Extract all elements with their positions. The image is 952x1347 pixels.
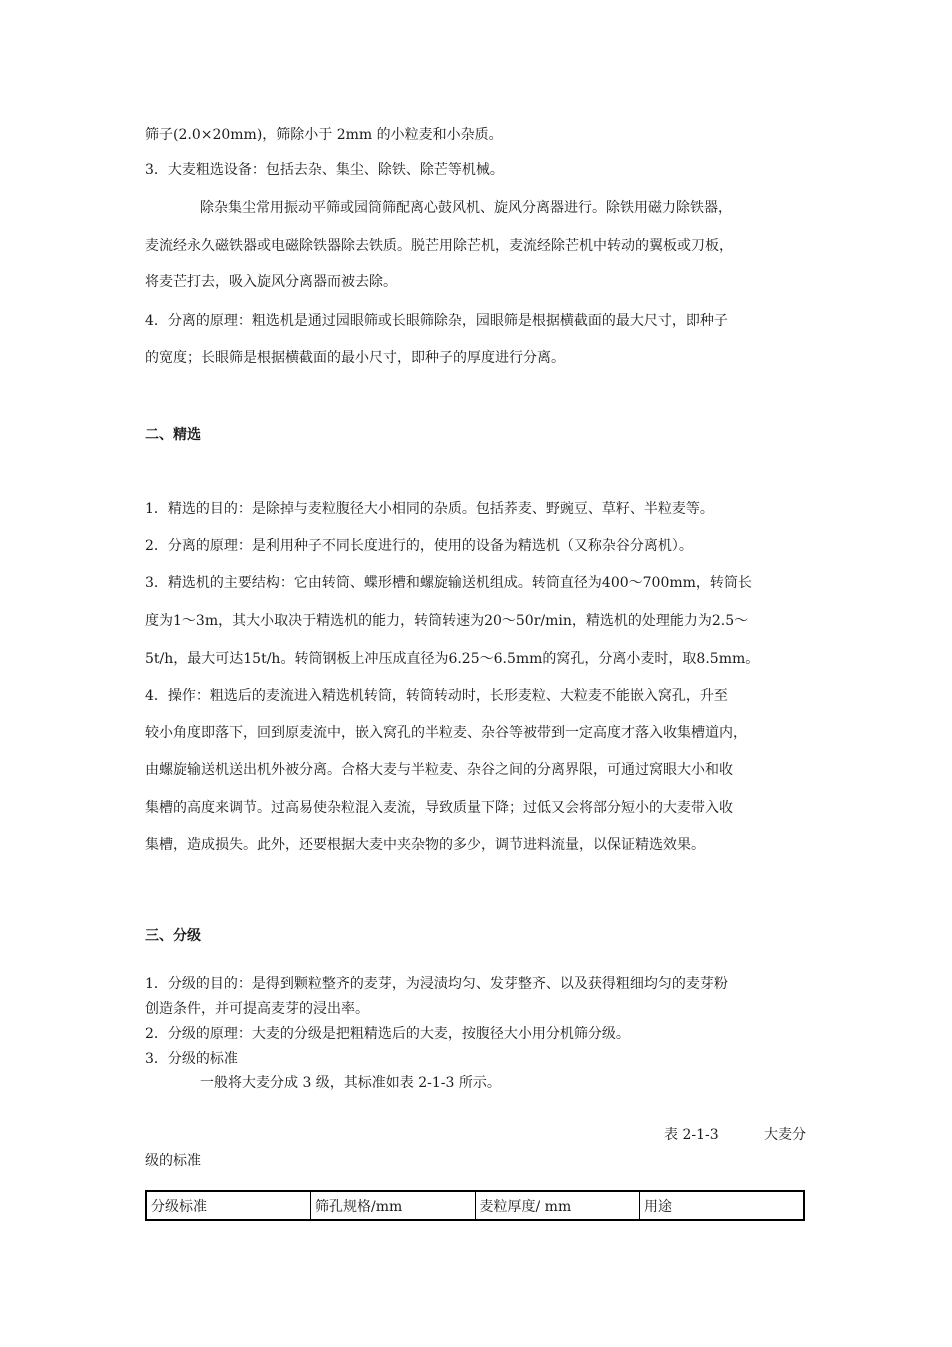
paragraph-line: 3．分级的标准 [145,1051,238,1067]
paragraph-line: 集槽，造成损失。此外，还要根据大麦中夹杂物的多少，调节进料流量，以保证精选效果。 [145,837,705,853]
paragraph-line: 4．操作：粗选后的麦流进入精选机转筒，转筒转动时，长形麦粒、大粒麦不能嵌入窝孔，升至 [145,688,728,704]
table-header-cell: 筛孔规格/mm [311,1191,476,1220]
table-caption-title-continued: 级的标准 [145,1153,201,1169]
section-heading: 二、精选 [145,427,201,443]
paragraph-line: 较小角度即落下，回到原麦流中，嵌入窝孔的半粒麦、杂谷等被带到一定高度才落入收集槽道内， [145,725,747,741]
paragraph-line: 筛子(2.0×20mm)，筛除小于 2mm 的小粒麦和小杂质。 [145,127,503,143]
paragraph-line: 3．精选机的主要结构：它由转筒、蝶形槽和螺旋输送机组成。转筒直径为400～700mm，转筒长 [145,575,752,591]
section-heading: 三、分级 [145,928,201,944]
paragraph-line: 集槽的高度来调节。过高易使杂粒混入麦流，导致质量下降；过低又会将部分短小的大麦带入收 [145,800,733,816]
paragraph-line: 3．大麦粗选设备：包括去杂、集尘、除铁、除芒等机械。 [145,162,504,178]
table-caption-title: 大麦分 [764,1127,806,1143]
paragraph-line: 1．分级的目的：是得到颗粒整齐的麦芽，为浸渍均匀、发芽整齐、以及获得粗细均匀的麦芽粉 [145,976,728,992]
table-header-row [146,1191,804,1220]
table-header-cell: 麦粒厚度/ mm [475,1191,640,1220]
table-caption-number: 表 2-1-3 [664,1127,719,1143]
table-header-cell: 用途 [640,1191,805,1220]
paragraph-line: 1．精选的目的：是除掉与麦粒腹径大小相同的杂质。包括荞麦、野豌豆、草籽、半粒麦等。 [145,501,714,517]
paragraph-line: 5t/h，最大可达15t/h。转筒钢板上冲压成直径为6.25～6.5mm的窝孔，分离小麦时，取8.5mm。 [145,651,760,667]
paragraph-line: 度为1～3m，其大小取决于精选机的能力，转筒转速为20～50r/min，精选机的处理能力为2.5～ [145,613,749,629]
paragraph-line: 一般将大麦分成 3 级，其标准如表 2-1-3 所示。 [200,1075,501,1091]
paragraph-line: 由螺旋输送机送出机外被分离。合格大麦与半粒麦、杂谷之间的分离界限，可通过窝眼大小和收 [145,762,733,778]
paragraph-line: 创造条件，并可提高麦芽的浸出率。 [145,1001,369,1017]
paragraph-line: 2．分离的原理：是利用种子不同长度进行的，使用的设备为精选机（又称杂谷分离机）。 [145,538,693,554]
paragraph-line: 麦流经永久磁铁器或电磁除铁器除去铁质。脱芒用除芒机，麦流经除芒机中转动的翼板或刀板， [145,238,733,254]
paragraph-line: 的宽度；长眼筛是根据横截面的最小尺寸，即种子的厚度进行分离。 [145,350,565,366]
table-header-cell: 分级标准 [146,1191,311,1220]
paragraph-line: 将麦芒打去，吸入旋风分离器而被去除。 [145,274,397,290]
paragraph-line: 2．分级的原理：大麦的分级是把粗精选后的大麦，按腹径大小用分机筛分级。 [145,1026,630,1042]
paragraph-line: 4．分离的原理：粗选机是通过园眼筛或长眼筛除杂，园眼筛是根据横截面的最大尺寸，即种子 [145,313,728,329]
grading-standard-table [145,1190,805,1221]
paragraph-line: 除杂集尘常用振动平筛或园筒筛配离心鼓风机、旋风分离器进行。除铁用磁力除铁器， [200,200,732,216]
